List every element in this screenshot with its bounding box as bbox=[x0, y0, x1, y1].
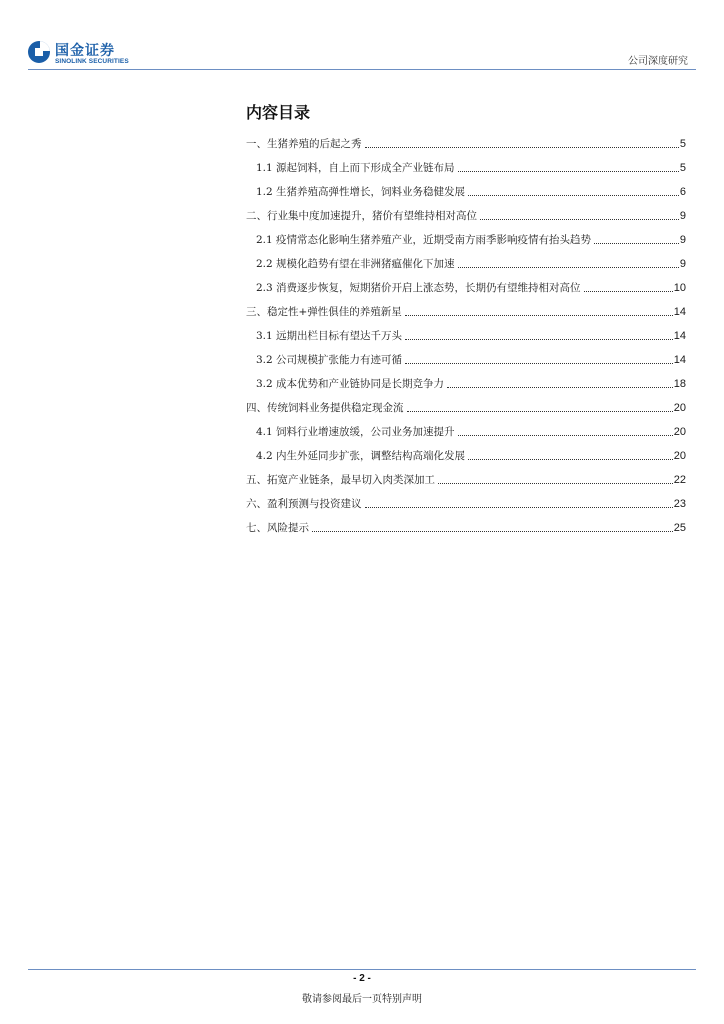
table-of-contents bbox=[246, 130, 686, 538]
toc-dot-leader bbox=[594, 242, 679, 244]
toc-dot-leader bbox=[584, 290, 673, 292]
toc-entry-text: 六、盈利预测与投资建议 bbox=[246, 498, 362, 510]
page-number: - 2 - bbox=[353, 973, 371, 984]
toc-entry-text: 七、风险提示 bbox=[246, 522, 309, 534]
toc-entry[interactable] bbox=[246, 490, 686, 511]
toc-entry-page: 9 bbox=[679, 210, 686, 222]
toc-dot-leader bbox=[480, 218, 679, 220]
toc-entry-text: 3.1 远期出栏目标有望达千万头 bbox=[256, 330, 403, 342]
toc-entry[interactable] bbox=[246, 514, 686, 535]
toc-entry-text: 4.1 饲料行业增速放缓，公司业务加速提升 bbox=[256, 426, 455, 438]
toc-entry-page: 14 bbox=[673, 306, 686, 318]
toc-entry[interactable] bbox=[246, 418, 686, 439]
toc-entry-text: 2.1 疫情常态化影响生猪养殖产业，近期受南方雨季影响疫情有抬头趋势 bbox=[256, 234, 592, 246]
toc-entry[interactable] bbox=[246, 154, 686, 175]
toc-entry-text: 五、拓宽产业链条，最早切入肉类深加工 bbox=[246, 474, 435, 486]
toc-entry[interactable] bbox=[246, 130, 686, 151]
toc-dot-leader bbox=[458, 170, 679, 172]
toc-entry[interactable] bbox=[246, 394, 686, 415]
footer-divider bbox=[28, 969, 696, 970]
toc-entry-text: 三、稳定性+弹性俱佳的养殖新星 bbox=[246, 306, 402, 318]
toc-entry[interactable] bbox=[246, 346, 686, 367]
logo-emblem-icon bbox=[28, 41, 50, 63]
toc-entry-text: 1.1 源起饲料，自上而下形成全产业链布局 bbox=[256, 162, 455, 174]
toc-dot-leader bbox=[365, 146, 679, 148]
company-logo bbox=[28, 41, 138, 69]
toc-entry-page: 20 bbox=[673, 426, 686, 438]
toc-entry-page: 9 bbox=[679, 258, 686, 270]
toc-entry-page: 18 bbox=[673, 378, 686, 390]
toc-dot-leader bbox=[312, 530, 673, 532]
toc-entry-text: 四、传统饲料业务提供稳定现金流 bbox=[246, 402, 404, 414]
logo-name: 国金证券 bbox=[55, 43, 115, 59]
toc-entry-page: 6 bbox=[679, 186, 686, 198]
header-divider bbox=[28, 69, 696, 70]
toc-entry[interactable] bbox=[246, 250, 686, 271]
toc-dot-leader bbox=[447, 386, 673, 388]
footer-disclaimer: 敬请参阅最后一页特别声明 bbox=[302, 994, 422, 1005]
toc-entry-page: 5 bbox=[679, 162, 686, 174]
toc-entry-text: 2.2 规模化趋势有望在非洲猪瘟催化下加速 bbox=[256, 258, 455, 270]
toc-entry-text: 二、行业集中度加速提升，猪价有望维持相对高位 bbox=[246, 210, 477, 222]
toc-entry[interactable] bbox=[246, 298, 686, 319]
toc-dot-leader bbox=[405, 362, 673, 364]
toc-entry[interactable] bbox=[246, 322, 686, 343]
toc-entry-page: 5 bbox=[679, 138, 686, 150]
toc-entry-text: 3.2 成本优势和产业链协同是长期竞争力 bbox=[256, 378, 445, 390]
toc-entry-text: 1.2 生猪养殖高弹性增长，饲料业务稳健发展 bbox=[256, 186, 466, 198]
toc-dot-leader bbox=[458, 266, 679, 268]
toc-entry-page: 25 bbox=[673, 522, 686, 534]
document-type-label: 公司深度研究 bbox=[628, 56, 688, 67]
toc-entry[interactable] bbox=[246, 442, 686, 463]
toc-entry-page: 14 bbox=[673, 330, 686, 342]
toc-dot-leader bbox=[458, 434, 673, 436]
toc-entry-text: 4.2 内生外延同步扩张，调整结构高端化发展 bbox=[256, 450, 466, 462]
toc-entry-text: 3.2 公司规模扩张能力有迹可循 bbox=[256, 354, 403, 366]
toc-entry-page: 10 bbox=[673, 282, 686, 294]
toc-entry-page: 14 bbox=[673, 354, 686, 366]
toc-entry-page: 20 bbox=[673, 450, 686, 462]
toc-entry[interactable] bbox=[246, 370, 686, 391]
page-header bbox=[0, 0, 724, 70]
toc-entry[interactable] bbox=[246, 178, 686, 199]
toc-dot-leader bbox=[468, 458, 673, 460]
toc-entry-text: 一、生猪养殖的后起之秀 bbox=[246, 138, 362, 150]
toc-dot-leader bbox=[365, 506, 673, 508]
logo-english-name: SINOLINK SECURITIES bbox=[55, 58, 129, 65]
toc-entry-text: 2.3 消费逐步恢复，短期猪价开启上涨态势，长期仍有望维持相对高位 bbox=[256, 282, 581, 294]
toc-dot-leader bbox=[438, 482, 673, 484]
toc-title: 内容目录 bbox=[246, 103, 311, 122]
toc-entry-page: 23 bbox=[673, 498, 686, 510]
toc-dot-leader bbox=[405, 338, 673, 340]
toc-entry[interactable] bbox=[246, 274, 686, 295]
toc-dot-leader bbox=[405, 314, 673, 316]
toc-entry[interactable] bbox=[246, 226, 686, 247]
toc-entry-page: 20 bbox=[673, 402, 686, 414]
toc-entry-page: 9 bbox=[679, 234, 686, 246]
toc-entry[interactable] bbox=[246, 202, 686, 223]
toc-dot-leader bbox=[468, 194, 679, 196]
toc-entry-page: 22 bbox=[673, 474, 686, 486]
toc-dot-leader bbox=[407, 410, 673, 412]
toc-entry[interactable] bbox=[246, 466, 686, 487]
